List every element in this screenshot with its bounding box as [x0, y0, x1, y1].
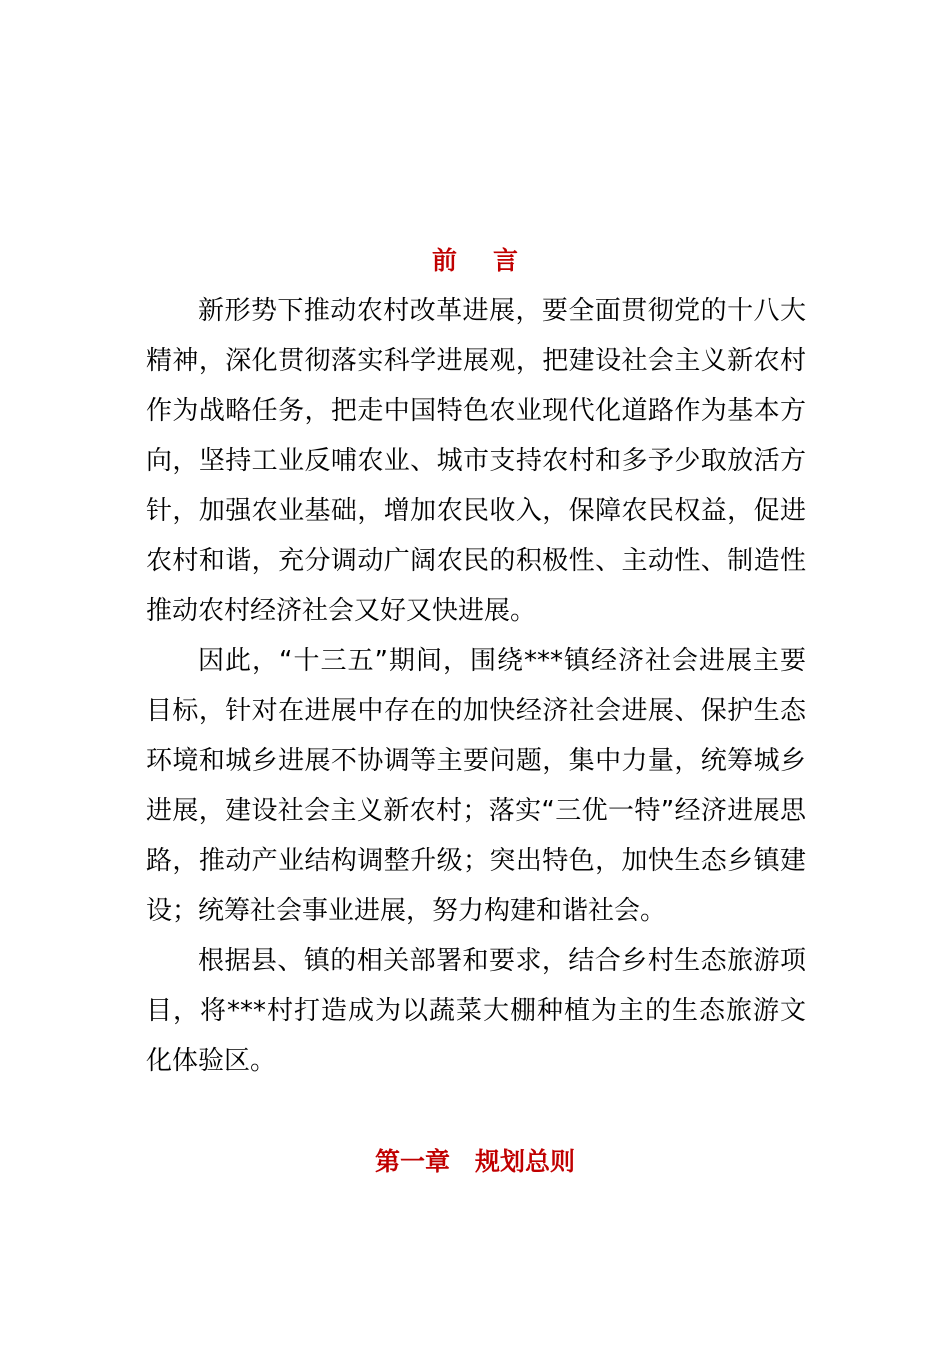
- preface-title: 前言: [431, 246, 554, 275]
- paragraph-2: 因此，“十三五”期间，围绕***镇经济社会进展主要目标，针对在进展中存在的加快经济社会进展、保护生态环境和城乡进展不协调等主要问题，集中力量，统筹城乡进展，建设社会主义新农村；落实“三优一特”经济进展思路，推动产业结构调整升级；突出特色，加快生态乡镇建设；统筹社会事业进展，努力构建和谐社会。: [146, 646, 806, 926]
- chapter-title: 第一章 规划总则: [374, 1147, 575, 1176]
- preface-body: [146, 286, 806, 1086]
- paragraph-1: 新形势下推动农村改革进展，要全面贯彻党的十八大精神，深化贯彻落实科学进展观，把建设社会主义新农村作为战略任务，把走中国特色农业现代化道路作为基本方向，坚持工业反哺农业、城市支持农村和多予少取放活方针，加强农业基础，增加农民收入，保障农民权益，促进农村和谐，充分调动广阔农民的积极性、主动性、制造性推动农村经济社会又好又快进展。: [146, 296, 806, 626]
- paragraph-3: 根据县、镇的相关部署和要求，结合乡村生态旅游项目，将***村打造成为以蔬菜大棚种植为主的生态旅游文化体验区。: [146, 946, 806, 1076]
